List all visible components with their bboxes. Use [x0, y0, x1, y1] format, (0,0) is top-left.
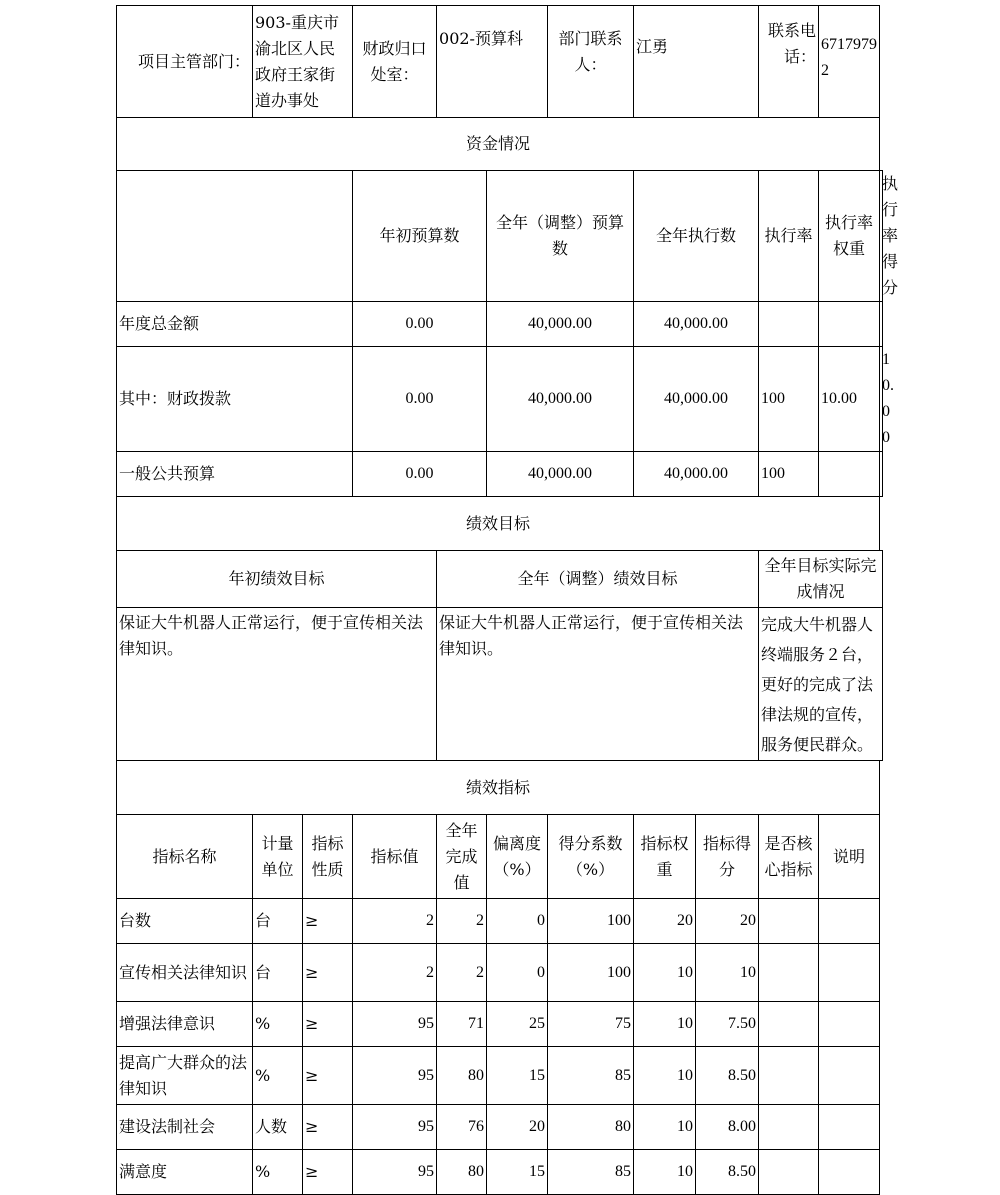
- goals-col-adjusted: 全年（调整）绩效目标: [437, 551, 759, 608]
- ind-weight: 10: [634, 944, 696, 1002]
- ind-actual: 71: [437, 1002, 487, 1047]
- funds-row: [117, 452, 883, 497]
- ind-unit: 台: [253, 899, 303, 944]
- table-row: [117, 944, 883, 1002]
- ind-deviation: 15: [487, 1150, 548, 1195]
- funds-col-weight: 执行率权重: [819, 171, 880, 302]
- contact-label: 部门联系人：: [548, 6, 634, 118]
- goals-content-row: [117, 608, 883, 761]
- ind-target: 95: [353, 1150, 437, 1195]
- ind-score: 8.00: [696, 1105, 759, 1150]
- table-row: [117, 1002, 883, 1047]
- ind-core: [759, 944, 819, 1002]
- ind-unit: %: [253, 1002, 303, 1047]
- ind-core: [759, 1002, 819, 1047]
- funds-row-label: 其中：财政拨款: [117, 347, 353, 452]
- funds-row-label: 一般公共预算: [117, 452, 353, 497]
- funds-score: [880, 452, 883, 497]
- phone-label: 联系电话：: [759, 6, 819, 118]
- funds-rate: 100: [759, 452, 819, 497]
- ind-actual: 80: [437, 1150, 487, 1195]
- ind-score: 8.50: [696, 1047, 759, 1105]
- funds-executed: 40,000.00: [634, 302, 759, 347]
- ind-note: [819, 944, 880, 1002]
- ind-coef: 75: [548, 1002, 634, 1047]
- goals-section-title: 绩效目标: [117, 497, 880, 551]
- ind-score: 7.50: [696, 1002, 759, 1047]
- ind-target: 2: [353, 899, 437, 944]
- funds-weight: [819, 302, 880, 347]
- funds-weight: [819, 452, 880, 497]
- ind-coef: 80: [548, 1105, 634, 1150]
- ind-deviation: 15: [487, 1047, 548, 1105]
- ind-score: 20: [696, 899, 759, 944]
- funds-adjusted: 40,000.00: [487, 347, 634, 452]
- ind-target: 95: [353, 1105, 437, 1150]
- ind-col-unit: 计量单位: [253, 815, 303, 899]
- ind-unit: 台: [253, 944, 303, 1002]
- ind-name: 满意度: [117, 1150, 253, 1195]
- ind-name: 宣传相关法律知识: [117, 944, 253, 1002]
- funds-col-initial: 年初预算数: [353, 171, 487, 302]
- ind-unit: %: [253, 1150, 303, 1195]
- ind-score: 10: [696, 944, 759, 1002]
- ind-unit: %: [253, 1047, 303, 1105]
- ind-target: 95: [353, 1047, 437, 1105]
- ind-deviation: 20: [487, 1105, 548, 1150]
- phone-value: 67179792: [819, 6, 880, 118]
- funds-adjusted: 40,000.00: [487, 302, 634, 347]
- table-row: [117, 899, 883, 944]
- ind-actual: 80: [437, 1047, 487, 1105]
- goals-header-row: [117, 551, 883, 608]
- goals-col-initial: 年初绩效目标: [117, 551, 437, 608]
- ind-col-actual: 全年完成值: [437, 815, 487, 899]
- indicators-section-title: 绩效指标: [117, 761, 880, 815]
- table-row: [117, 1150, 883, 1195]
- ind-nature: ≥: [303, 1105, 353, 1150]
- funds-rate: [759, 302, 819, 347]
- ind-target: 2: [353, 944, 437, 1002]
- ind-score: 8.50: [696, 1150, 759, 1195]
- ind-name: 建设法制社会: [117, 1105, 253, 1150]
- ind-nature: ≥: [303, 1150, 353, 1195]
- ind-col-score: 指标得分: [696, 815, 759, 899]
- ind-weight: 10: [634, 1047, 696, 1105]
- ind-nature: ≥: [303, 1002, 353, 1047]
- ind-weight: 10: [634, 1002, 696, 1047]
- funds-score: [880, 302, 883, 347]
- funds-section-title: 资金情况: [117, 118, 880, 171]
- ind-core: [759, 1150, 819, 1195]
- funds-weight: 10.00: [819, 347, 880, 452]
- ind-coef: 100: [548, 944, 634, 1002]
- goals-actual-text: 完成大牛机器人终端服务２台，更好的完成了法律法规的宣传，服务便民群众。: [759, 608, 883, 761]
- ind-actual: 2: [437, 944, 487, 1002]
- ind-core: [759, 899, 819, 944]
- ind-name: 提高广大群众的法律知识: [117, 1047, 253, 1105]
- goals-adjusted-text: 保证大牛机器人正常运行，便于宣传相关法律知识。: [437, 608, 759, 761]
- ind-col-coef: 得分系数（%）: [548, 815, 634, 899]
- funds-initial: 0.00: [353, 452, 487, 497]
- funds-col-rate: 执行率: [759, 171, 819, 302]
- funds-col-score: 执行率得分: [880, 171, 883, 302]
- ind-coef: 85: [548, 1047, 634, 1105]
- ind-note: [819, 1002, 880, 1047]
- ind-actual: 76: [437, 1105, 487, 1150]
- finance-label: 财政归口处室：: [353, 6, 437, 118]
- funds-rate: 100: [759, 347, 819, 452]
- table-row: [117, 1047, 883, 1105]
- header-row: [117, 6, 883, 118]
- ind-note: [819, 1047, 880, 1105]
- ind-col-weight: 指标权重: [634, 815, 696, 899]
- funds-initial: 0.00: [353, 347, 487, 452]
- ind-note: [819, 899, 880, 944]
- ind-core: [759, 1047, 819, 1105]
- ind-deviation: 0: [487, 899, 548, 944]
- ind-target: 95: [353, 1002, 437, 1047]
- funds-executed: 40,000.00: [634, 347, 759, 452]
- ind-coef: 85: [548, 1150, 634, 1195]
- ind-col-target: 指标值: [353, 815, 437, 899]
- funds-row: [117, 347, 883, 452]
- ind-coef: 100: [548, 899, 634, 944]
- funds-header-blank: [117, 171, 353, 302]
- ind-col-deviation: 偏离度（%）: [487, 815, 548, 899]
- ind-actual: 2: [437, 899, 487, 944]
- funds-col-adjusted: 全年（调整）预算数: [487, 171, 634, 302]
- ind-note: [819, 1150, 880, 1195]
- funds-score: 10.00: [880, 347, 883, 452]
- ind-name: 台数: [117, 899, 253, 944]
- ind-name: 增强法律意识: [117, 1002, 253, 1047]
- performance-table: [116, 5, 899, 1195]
- funds-executed: 40,000.00: [634, 452, 759, 497]
- ind-note: [819, 1105, 880, 1150]
- ind-col-core: 是否核心指标: [759, 815, 819, 899]
- ind-col-note: 说明: [819, 815, 880, 899]
- ind-weight: 10: [634, 1150, 696, 1195]
- funds-initial: 0.00: [353, 302, 487, 347]
- ind-weight: 20: [634, 899, 696, 944]
- contact-value: 江勇: [634, 6, 759, 118]
- ind-nature: ≥: [303, 944, 353, 1002]
- dept-label: 项目主管部门：: [117, 6, 253, 118]
- funds-col-executed: 全年执行数: [634, 171, 759, 302]
- goals-col-actual: 全年目标实际完成情况: [759, 551, 883, 608]
- table-row: [117, 1105, 883, 1150]
- ind-nature: ≥: [303, 899, 353, 944]
- ind-col-nature: 指标性质: [303, 815, 353, 899]
- ind-weight: 10: [634, 1105, 696, 1150]
- ind-col-name: 指标名称: [117, 815, 253, 899]
- dept-value: 903-重庆市渝北区人民政府王家街道办事处: [253, 6, 353, 118]
- funds-adjusted: 40,000.00: [487, 452, 634, 497]
- ind-unit: 人数: [253, 1105, 303, 1150]
- funds-header-row: [117, 171, 883, 302]
- ind-deviation: 0: [487, 944, 548, 1002]
- goals-initial-text: 保证大牛机器人正常运行，便于宣传相关法律知识。: [117, 608, 437, 761]
- ind-deviation: 25: [487, 1002, 548, 1047]
- funds-row-label: 年度总金额: [117, 302, 353, 347]
- finance-value: 002-预算科: [437, 6, 548, 118]
- ind-nature: ≥: [303, 1047, 353, 1105]
- funds-row: [117, 302, 883, 347]
- ind-core: [759, 1105, 819, 1150]
- indicators-header-row: [117, 815, 883, 899]
